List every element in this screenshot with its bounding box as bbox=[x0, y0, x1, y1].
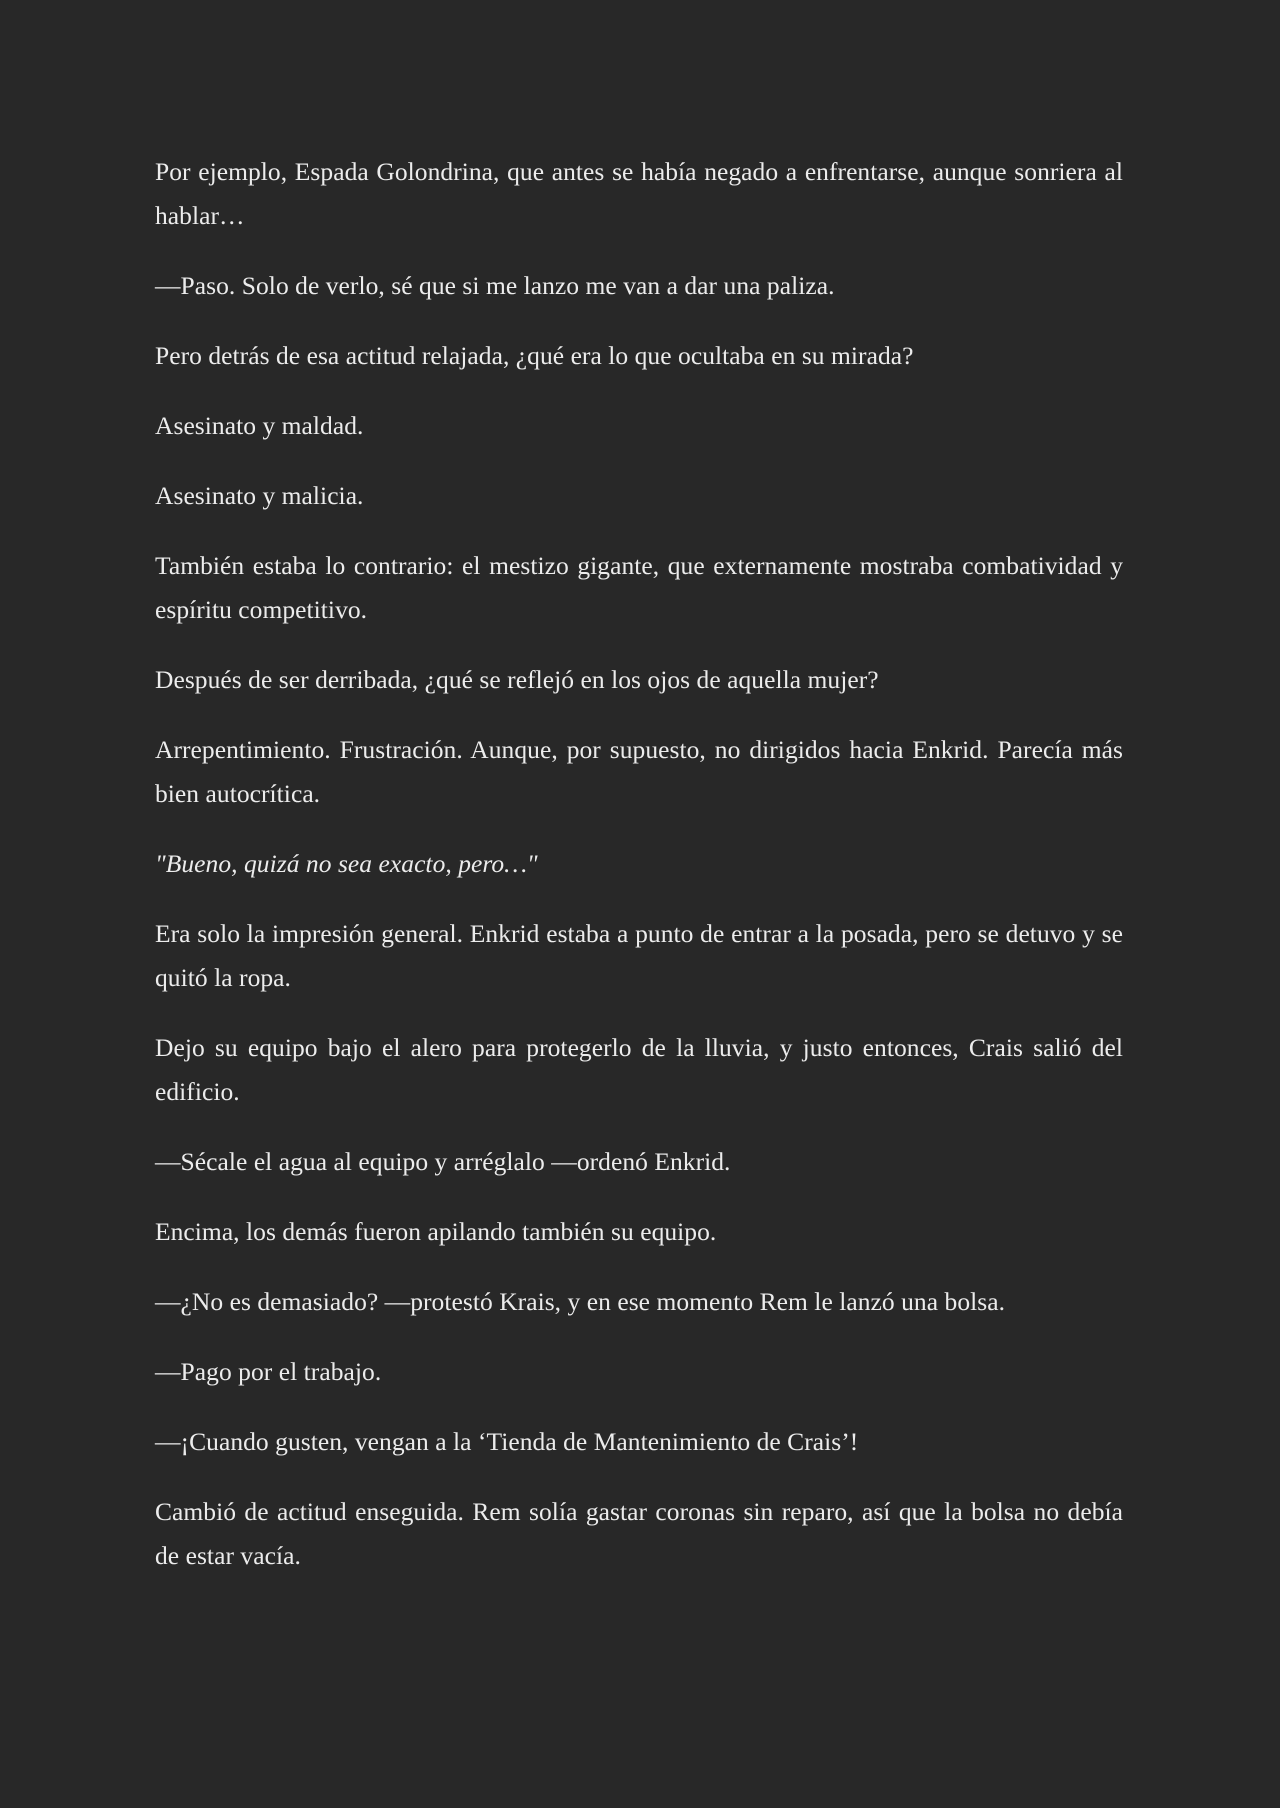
paragraph-17: Cambió de actitud enseguida. Rem solía gastar coronas sin reparo, así que la bolsa no debía de estar vacía. bbox=[155, 1497, 1123, 1570]
paragraph-6: También estaba lo contrario: el mestizo gigante, que externamente mostraba combatividad y espíritu competitivo. bbox=[155, 551, 1123, 624]
paragraph-10: Era solo la impresión general. Enkrid estaba a punto de entrar a la posada, pero se detuvo y se quitó la ropa. bbox=[155, 919, 1123, 992]
paragraph-5: Asesinato y malicia. bbox=[155, 481, 364, 510]
chapter-text bbox=[155, 150, 1123, 1578]
paragraph-3: Pero detrás de esa actitud relajada, ¿qué era lo que ocultaba en su mirada? bbox=[155, 341, 914, 370]
paragraph-14: —¿No es demasiado? —protestó Krais, y en ese momento Rem le lanzó una bolsa. bbox=[155, 1287, 1006, 1316]
paragraph-15: —Pago por el trabajo. bbox=[155, 1357, 382, 1386]
paragraph-12: —Sécale el agua al equipo y arréglalo —ordenó Enkrid. bbox=[155, 1147, 731, 1176]
paragraph-13: Encima, los demás fueron apilando también su equipo. bbox=[155, 1217, 717, 1246]
paragraph-11: Dejo su equipo bajo el alero para protegerlo de la lluvia, y justo entonces, Crais salió del edificio. bbox=[155, 1033, 1123, 1106]
paragraph-7: Después de ser derribada, ¿qué se reflejó en los ojos de aquella mujer? bbox=[155, 665, 879, 694]
paragraph-4: Asesinato y maldad. bbox=[155, 411, 364, 440]
paragraph-2: —Paso. Solo de verlo, sé que si me lanzo me van a dar una paliza. bbox=[155, 271, 835, 300]
paragraph-16: —¡Cuando gusten, vengan a la ‘Tienda de Mantenimiento de Crais’! bbox=[155, 1427, 859, 1456]
paragraph-8: Arrepentimiento. Frustración. Aunque, por supuesto, no dirigidos hacia Enkrid. Parecía más bien autocrítica. bbox=[155, 735, 1123, 808]
paragraph-9-thought: "Bueno, quizá no sea exacto, pero…" bbox=[155, 849, 538, 878]
paragraph-1: Por ejemplo, Espada Golondrina, que antes se había negado a enfrentarse, aunque sonriera al hablar… bbox=[155, 157, 1123, 230]
